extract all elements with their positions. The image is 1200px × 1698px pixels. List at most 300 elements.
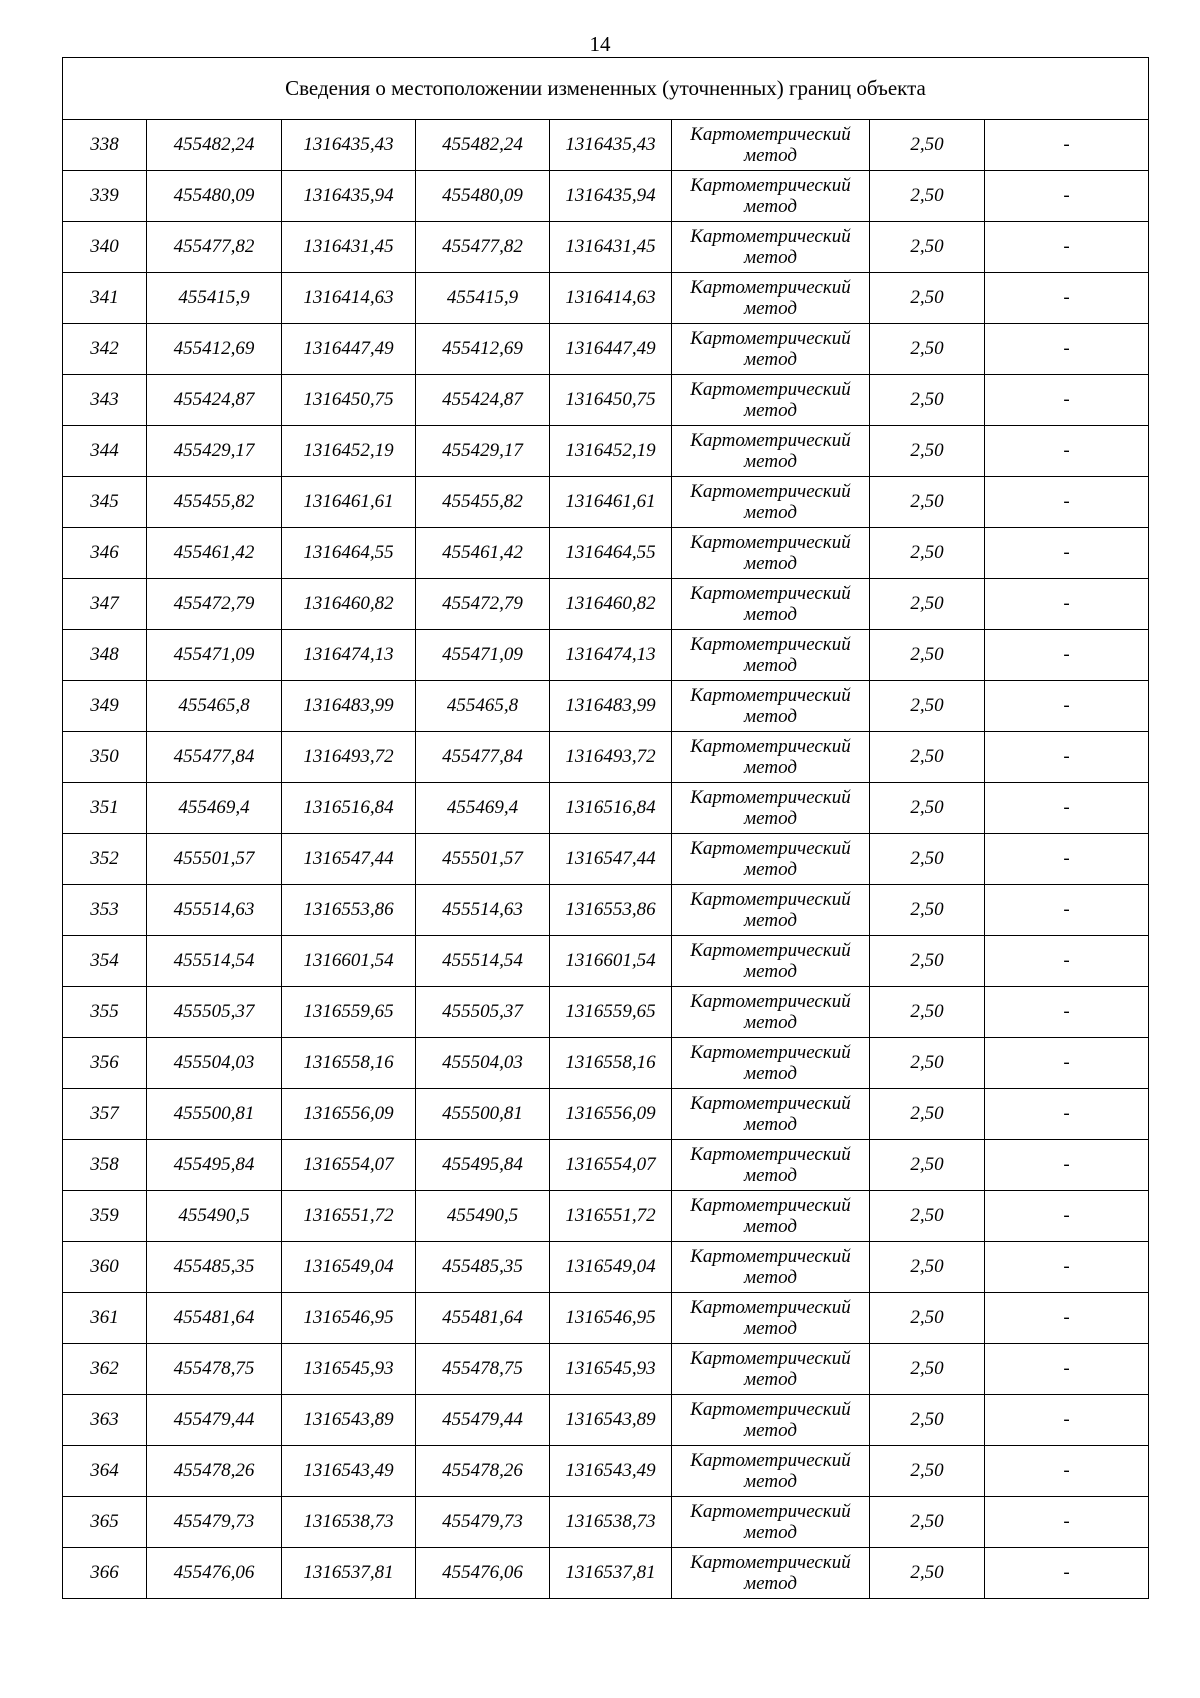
y-new-cell: 1316452,19	[550, 426, 672, 477]
table-row	[63, 1140, 1149, 1191]
table-row	[63, 1089, 1149, 1140]
y-new-cell: 1316435,43	[550, 120, 672, 171]
y-new-cell: 1316551,72	[550, 1191, 672, 1242]
accuracy-cell: 2,50	[870, 273, 985, 324]
method-line1: Картометрический	[690, 124, 851, 145]
table-row	[63, 885, 1149, 936]
y-new-cell: 1316516,84	[550, 783, 672, 834]
table-row	[63, 579, 1149, 630]
table-row	[63, 273, 1149, 324]
method-line1: Картометрический	[690, 175, 851, 196]
table-row	[63, 171, 1149, 222]
y-new-cell: 1316483,99	[550, 681, 672, 732]
table-row	[63, 426, 1149, 477]
method-line2: метод	[744, 553, 797, 574]
method-cell	[672, 1140, 870, 1191]
point-number-cell: 354	[63, 936, 147, 987]
x-new-cell: 455471,09	[416, 630, 550, 681]
y-existing-cell: 1316483,99	[282, 681, 416, 732]
method-line1: Картометрический	[690, 1246, 851, 1267]
table-row	[63, 528, 1149, 579]
table-row	[63, 1395, 1149, 1446]
accuracy-cell: 2,50	[870, 1293, 985, 1344]
method-line2: метод	[744, 247, 797, 268]
method-line2: метод	[744, 145, 797, 166]
boundary-coordinates-table	[62, 57, 1149, 1599]
description-cell: -	[985, 171, 1149, 222]
page-number: 14	[589, 32, 611, 56]
x-existing-cell: 455469,4	[147, 783, 282, 834]
y-new-cell: 1316554,07	[550, 1140, 672, 1191]
table-row	[63, 1038, 1149, 1089]
point-number-cell: 360	[63, 1242, 147, 1293]
x-existing-cell: 455501,57	[147, 834, 282, 885]
point-number-cell: 346	[63, 528, 147, 579]
y-existing-cell: 1316556,09	[282, 1089, 416, 1140]
method-cell	[672, 783, 870, 834]
x-new-cell: 455469,4	[416, 783, 550, 834]
method-line2: метод	[744, 1267, 797, 1288]
y-new-cell: 1316549,04	[550, 1242, 672, 1293]
x-new-cell: 455514,63	[416, 885, 550, 936]
method-line1: Картометрический	[690, 634, 851, 655]
y-new-cell: 1316543,49	[550, 1446, 672, 1497]
method-cell	[672, 987, 870, 1038]
x-new-cell: 455482,24	[416, 120, 550, 171]
method-line2: метод	[744, 961, 797, 982]
description-cell: -	[985, 1293, 1149, 1344]
method-line1: Картометрический	[690, 328, 851, 349]
y-new-cell: 1316464,55	[550, 528, 672, 579]
method-line1: Картометрический	[690, 1144, 851, 1165]
table-row	[63, 324, 1149, 375]
method-line1: Картометрический	[690, 1297, 851, 1318]
description-cell: -	[985, 222, 1149, 273]
y-existing-cell: 1316547,44	[282, 834, 416, 885]
y-existing-cell: 1316450,75	[282, 375, 416, 426]
x-existing-cell: 455500,81	[147, 1089, 282, 1140]
table-row	[63, 1191, 1149, 1242]
x-new-cell: 455476,06	[416, 1548, 550, 1599]
x-new-cell: 455479,73	[416, 1497, 550, 1548]
method-line2: метод	[744, 451, 797, 472]
x-existing-cell: 455485,35	[147, 1242, 282, 1293]
description-cell: -	[985, 528, 1149, 579]
x-existing-cell: 455490,5	[147, 1191, 282, 1242]
table-body	[63, 120, 1149, 1599]
y-existing-cell: 1316461,61	[282, 477, 416, 528]
y-new-cell: 1316474,13	[550, 630, 672, 681]
method-line2: метод	[744, 1012, 797, 1033]
method-cell	[672, 1089, 870, 1140]
y-existing-cell: 1316554,07	[282, 1140, 416, 1191]
y-existing-cell: 1316558,16	[282, 1038, 416, 1089]
y-existing-cell: 1316553,86	[282, 885, 416, 936]
point-number-cell: 343	[63, 375, 147, 426]
point-number-cell: 339	[63, 171, 147, 222]
x-existing-cell: 455415,9	[147, 273, 282, 324]
x-existing-cell: 455412,69	[147, 324, 282, 375]
table-row	[63, 783, 1149, 834]
accuracy-cell: 2,50	[870, 528, 985, 579]
x-new-cell: 455479,44	[416, 1395, 550, 1446]
method-line2: метод	[744, 859, 797, 880]
description-cell: -	[985, 1395, 1149, 1446]
point-number-cell: 365	[63, 1497, 147, 1548]
accuracy-cell: 2,50	[870, 987, 985, 1038]
y-new-cell: 1316558,16	[550, 1038, 672, 1089]
x-existing-cell: 455472,79	[147, 579, 282, 630]
description-cell: -	[985, 630, 1149, 681]
method-line1: Картометрический	[690, 1042, 851, 1063]
method-cell	[672, 936, 870, 987]
table-row	[63, 1497, 1149, 1548]
method-line1: Картометрический	[690, 481, 851, 502]
description-cell: -	[985, 936, 1149, 987]
method-line1: Картометрический	[690, 1399, 851, 1420]
accuracy-cell: 2,50	[870, 1089, 985, 1140]
method-line2: метод	[744, 1318, 797, 1339]
point-number-cell: 357	[63, 1089, 147, 1140]
method-cell	[672, 426, 870, 477]
method-line2: метод	[744, 400, 797, 421]
x-new-cell: 455490,5	[416, 1191, 550, 1242]
description-cell: -	[985, 273, 1149, 324]
x-existing-cell: 455479,44	[147, 1395, 282, 1446]
accuracy-cell: 2,50	[870, 1191, 985, 1242]
accuracy-cell: 2,50	[870, 834, 985, 885]
method-line1: Картометрический	[690, 1348, 851, 1369]
method-line1: Картометрический	[690, 1450, 851, 1471]
point-number-cell: 338	[63, 120, 147, 171]
table-row	[63, 1548, 1149, 1599]
y-new-cell: 1316447,49	[550, 324, 672, 375]
method-line1: Картометрический	[690, 1552, 851, 1573]
description-cell: -	[985, 1089, 1149, 1140]
method-line2: метод	[744, 349, 797, 370]
description-cell: -	[985, 120, 1149, 171]
x-existing-cell: 455514,54	[147, 936, 282, 987]
y-existing-cell: 1316431,45	[282, 222, 416, 273]
point-number-cell: 358	[63, 1140, 147, 1191]
method-cell	[672, 1191, 870, 1242]
method-cell	[672, 171, 870, 222]
accuracy-cell: 2,50	[870, 1242, 985, 1293]
table-row	[63, 1293, 1149, 1344]
table-caption: Сведения о местоположении измененных (уточненных) границ объекта	[63, 58, 1149, 120]
x-existing-cell: 455482,24	[147, 120, 282, 171]
y-existing-cell: 1316435,94	[282, 171, 416, 222]
x-new-cell: 455504,03	[416, 1038, 550, 1089]
method-line1: Картометрический	[690, 583, 851, 604]
x-new-cell: 455481,64	[416, 1293, 550, 1344]
method-cell	[672, 1446, 870, 1497]
method-cell	[672, 681, 870, 732]
accuracy-cell: 2,50	[870, 477, 985, 528]
x-new-cell: 455424,87	[416, 375, 550, 426]
method-cell	[672, 732, 870, 783]
table-row	[63, 477, 1149, 528]
point-number-cell: 349	[63, 681, 147, 732]
table-row	[63, 987, 1149, 1038]
method-line1: Картометрический	[690, 1093, 851, 1114]
method-cell	[672, 1293, 870, 1344]
method-line2: метод	[744, 196, 797, 217]
y-new-cell: 1316538,73	[550, 1497, 672, 1548]
method-line2: метод	[744, 502, 797, 523]
x-existing-cell: 455455,82	[147, 477, 282, 528]
x-new-cell: 455429,17	[416, 426, 550, 477]
description-cell: -	[985, 1344, 1149, 1395]
x-new-cell: 455455,82	[416, 477, 550, 528]
description-cell: -	[985, 477, 1149, 528]
y-existing-cell: 1316474,13	[282, 630, 416, 681]
description-cell: -	[985, 579, 1149, 630]
description-cell: -	[985, 783, 1149, 834]
y-existing-cell: 1316435,43	[282, 120, 416, 171]
description-cell: -	[985, 834, 1149, 885]
y-new-cell: 1316545,93	[550, 1344, 672, 1395]
method-cell	[672, 273, 870, 324]
point-number-cell: 359	[63, 1191, 147, 1242]
accuracy-cell: 2,50	[870, 1497, 985, 1548]
point-number-cell: 350	[63, 732, 147, 783]
accuracy-cell: 2,50	[870, 732, 985, 783]
accuracy-cell: 2,50	[870, 1548, 985, 1599]
table-row	[63, 375, 1149, 426]
x-new-cell: 455480,09	[416, 171, 550, 222]
description-cell: -	[985, 1548, 1149, 1599]
x-new-cell: 455415,9	[416, 273, 550, 324]
method-line1: Картометрический	[690, 991, 851, 1012]
method-cell	[672, 528, 870, 579]
method-line2: метод	[744, 706, 797, 727]
method-line1: Картометрический	[690, 685, 851, 706]
y-existing-cell: 1316559,65	[282, 987, 416, 1038]
method-line2: метод	[744, 1573, 797, 1594]
y-new-cell: 1316556,09	[550, 1089, 672, 1140]
accuracy-cell: 2,50	[870, 1140, 985, 1191]
description-cell: -	[985, 426, 1149, 477]
method-cell	[672, 885, 870, 936]
y-existing-cell: 1316545,93	[282, 1344, 416, 1395]
y-existing-cell: 1316452,19	[282, 426, 416, 477]
y-new-cell: 1316460,82	[550, 579, 672, 630]
method-line2: метод	[744, 655, 797, 676]
y-existing-cell: 1316551,72	[282, 1191, 416, 1242]
y-existing-cell: 1316414,63	[282, 273, 416, 324]
x-new-cell: 455461,42	[416, 528, 550, 579]
point-number-cell: 342	[63, 324, 147, 375]
x-existing-cell: 455478,75	[147, 1344, 282, 1395]
method-cell	[672, 834, 870, 885]
description-cell: -	[985, 732, 1149, 783]
method-line2: метод	[744, 604, 797, 625]
point-number-cell: 352	[63, 834, 147, 885]
accuracy-cell: 2,50	[870, 1344, 985, 1395]
x-new-cell: 455514,54	[416, 936, 550, 987]
accuracy-cell: 2,50	[870, 324, 985, 375]
accuracy-cell: 2,50	[870, 1446, 985, 1497]
x-existing-cell: 455480,09	[147, 171, 282, 222]
y-existing-cell: 1316601,54	[282, 936, 416, 987]
method-cell	[672, 579, 870, 630]
method-cell	[672, 1497, 870, 1548]
accuracy-cell: 2,50	[870, 120, 985, 171]
description-cell: -	[985, 1242, 1149, 1293]
method-line2: метод	[744, 1471, 797, 1492]
method-line2: метод	[744, 1165, 797, 1186]
x-new-cell: 455478,75	[416, 1344, 550, 1395]
method-line2: метод	[744, 1114, 797, 1135]
x-new-cell: 455505,37	[416, 987, 550, 1038]
description-cell: -	[985, 1191, 1149, 1242]
accuracy-cell: 2,50	[870, 1038, 985, 1089]
method-line2: метод	[744, 910, 797, 931]
x-new-cell: 455477,84	[416, 732, 550, 783]
accuracy-cell: 2,50	[870, 426, 985, 477]
method-line1: Картометрический	[690, 940, 851, 961]
x-existing-cell: 455495,84	[147, 1140, 282, 1191]
y-existing-cell: 1316537,81	[282, 1548, 416, 1599]
method-line1: Картометрический	[690, 277, 851, 298]
x-new-cell: 455477,82	[416, 222, 550, 273]
method-line2: метод	[744, 1522, 797, 1543]
table-row	[63, 630, 1149, 681]
method-cell	[672, 1242, 870, 1293]
y-existing-cell: 1316538,73	[282, 1497, 416, 1548]
point-number-cell: 363	[63, 1395, 147, 1446]
table-row	[63, 732, 1149, 783]
y-existing-cell: 1316447,49	[282, 324, 416, 375]
method-cell	[672, 1344, 870, 1395]
point-number-cell: 361	[63, 1293, 147, 1344]
y-new-cell: 1316435,94	[550, 171, 672, 222]
point-number-cell: 347	[63, 579, 147, 630]
y-new-cell: 1316431,45	[550, 222, 672, 273]
description-cell: -	[985, 1038, 1149, 1089]
accuracy-cell: 2,50	[870, 579, 985, 630]
accuracy-cell: 2,50	[870, 630, 985, 681]
method-line1: Картометрический	[690, 787, 851, 808]
y-new-cell: 1316543,89	[550, 1395, 672, 1446]
point-number-cell: 348	[63, 630, 147, 681]
x-existing-cell: 455424,87	[147, 375, 282, 426]
x-existing-cell: 455477,84	[147, 732, 282, 783]
x-existing-cell: 455476,06	[147, 1548, 282, 1599]
accuracy-cell: 2,50	[870, 375, 985, 426]
method-line2: метод	[744, 1216, 797, 1237]
y-existing-cell: 1316543,89	[282, 1395, 416, 1446]
table-row	[63, 222, 1149, 273]
y-new-cell: 1316547,44	[550, 834, 672, 885]
x-existing-cell: 455471,09	[147, 630, 282, 681]
method-cell	[672, 1548, 870, 1599]
method-line1: Картометрический	[690, 430, 851, 451]
method-line2: метод	[744, 757, 797, 778]
x-new-cell: 455478,26	[416, 1446, 550, 1497]
point-number-cell: 353	[63, 885, 147, 936]
x-existing-cell: 455481,64	[147, 1293, 282, 1344]
y-existing-cell: 1316516,84	[282, 783, 416, 834]
description-cell: -	[985, 681, 1149, 732]
point-number-cell: 366	[63, 1548, 147, 1599]
y-existing-cell: 1316460,82	[282, 579, 416, 630]
x-existing-cell: 455504,03	[147, 1038, 282, 1089]
y-new-cell: 1316461,61	[550, 477, 672, 528]
accuracy-cell: 2,50	[870, 936, 985, 987]
method-cell	[672, 477, 870, 528]
method-line1: Картометрический	[690, 1501, 851, 1522]
x-existing-cell: 455429,17	[147, 426, 282, 477]
method-line1: Картометрический	[690, 1195, 851, 1216]
description-cell: -	[985, 987, 1149, 1038]
x-existing-cell: 455505,37	[147, 987, 282, 1038]
method-cell	[672, 375, 870, 426]
description-cell: -	[985, 324, 1149, 375]
table-row	[63, 681, 1149, 732]
x-existing-cell: 455514,63	[147, 885, 282, 936]
method-line1: Картометрический	[690, 532, 851, 553]
method-line2: метод	[744, 1420, 797, 1441]
method-cell	[672, 630, 870, 681]
y-existing-cell: 1316493,72	[282, 732, 416, 783]
method-cell	[672, 222, 870, 273]
x-new-cell: 455500,81	[416, 1089, 550, 1140]
method-line2: метод	[744, 298, 797, 319]
y-new-cell: 1316546,95	[550, 1293, 672, 1344]
point-number-cell: 355	[63, 987, 147, 1038]
x-new-cell: 455485,35	[416, 1242, 550, 1293]
y-new-cell: 1316493,72	[550, 732, 672, 783]
point-number-cell: 345	[63, 477, 147, 528]
y-new-cell: 1316450,75	[550, 375, 672, 426]
x-new-cell: 455472,79	[416, 579, 550, 630]
method-line1: Картометрический	[690, 379, 851, 400]
accuracy-cell: 2,50	[870, 681, 985, 732]
method-line1: Картометрический	[690, 736, 851, 757]
description-cell: -	[985, 1140, 1149, 1191]
x-existing-cell: 455465,8	[147, 681, 282, 732]
y-new-cell: 1316601,54	[550, 936, 672, 987]
point-number-cell: 341	[63, 273, 147, 324]
method-cell	[672, 120, 870, 171]
table-row	[63, 1242, 1149, 1293]
method-line1: Картометрический	[690, 838, 851, 859]
x-existing-cell: 455479,73	[147, 1497, 282, 1548]
y-new-cell: 1316537,81	[550, 1548, 672, 1599]
point-number-cell: 364	[63, 1446, 147, 1497]
method-cell	[672, 1038, 870, 1089]
accuracy-cell: 2,50	[870, 885, 985, 936]
x-new-cell: 455412,69	[416, 324, 550, 375]
method-line2: метод	[744, 808, 797, 829]
table-row	[63, 1344, 1149, 1395]
method-line1: Картометрический	[690, 226, 851, 247]
description-cell: -	[985, 1446, 1149, 1497]
table-row	[63, 1446, 1149, 1497]
description-cell: -	[985, 1497, 1149, 1548]
accuracy-cell: 2,50	[870, 222, 985, 273]
accuracy-cell: 2,50	[870, 1395, 985, 1446]
description-cell: -	[985, 375, 1149, 426]
table-row	[63, 936, 1149, 987]
y-new-cell: 1316414,63	[550, 273, 672, 324]
y-new-cell: 1316559,65	[550, 987, 672, 1038]
x-new-cell: 455465,8	[416, 681, 550, 732]
point-number-cell: 344	[63, 426, 147, 477]
y-existing-cell: 1316464,55	[282, 528, 416, 579]
